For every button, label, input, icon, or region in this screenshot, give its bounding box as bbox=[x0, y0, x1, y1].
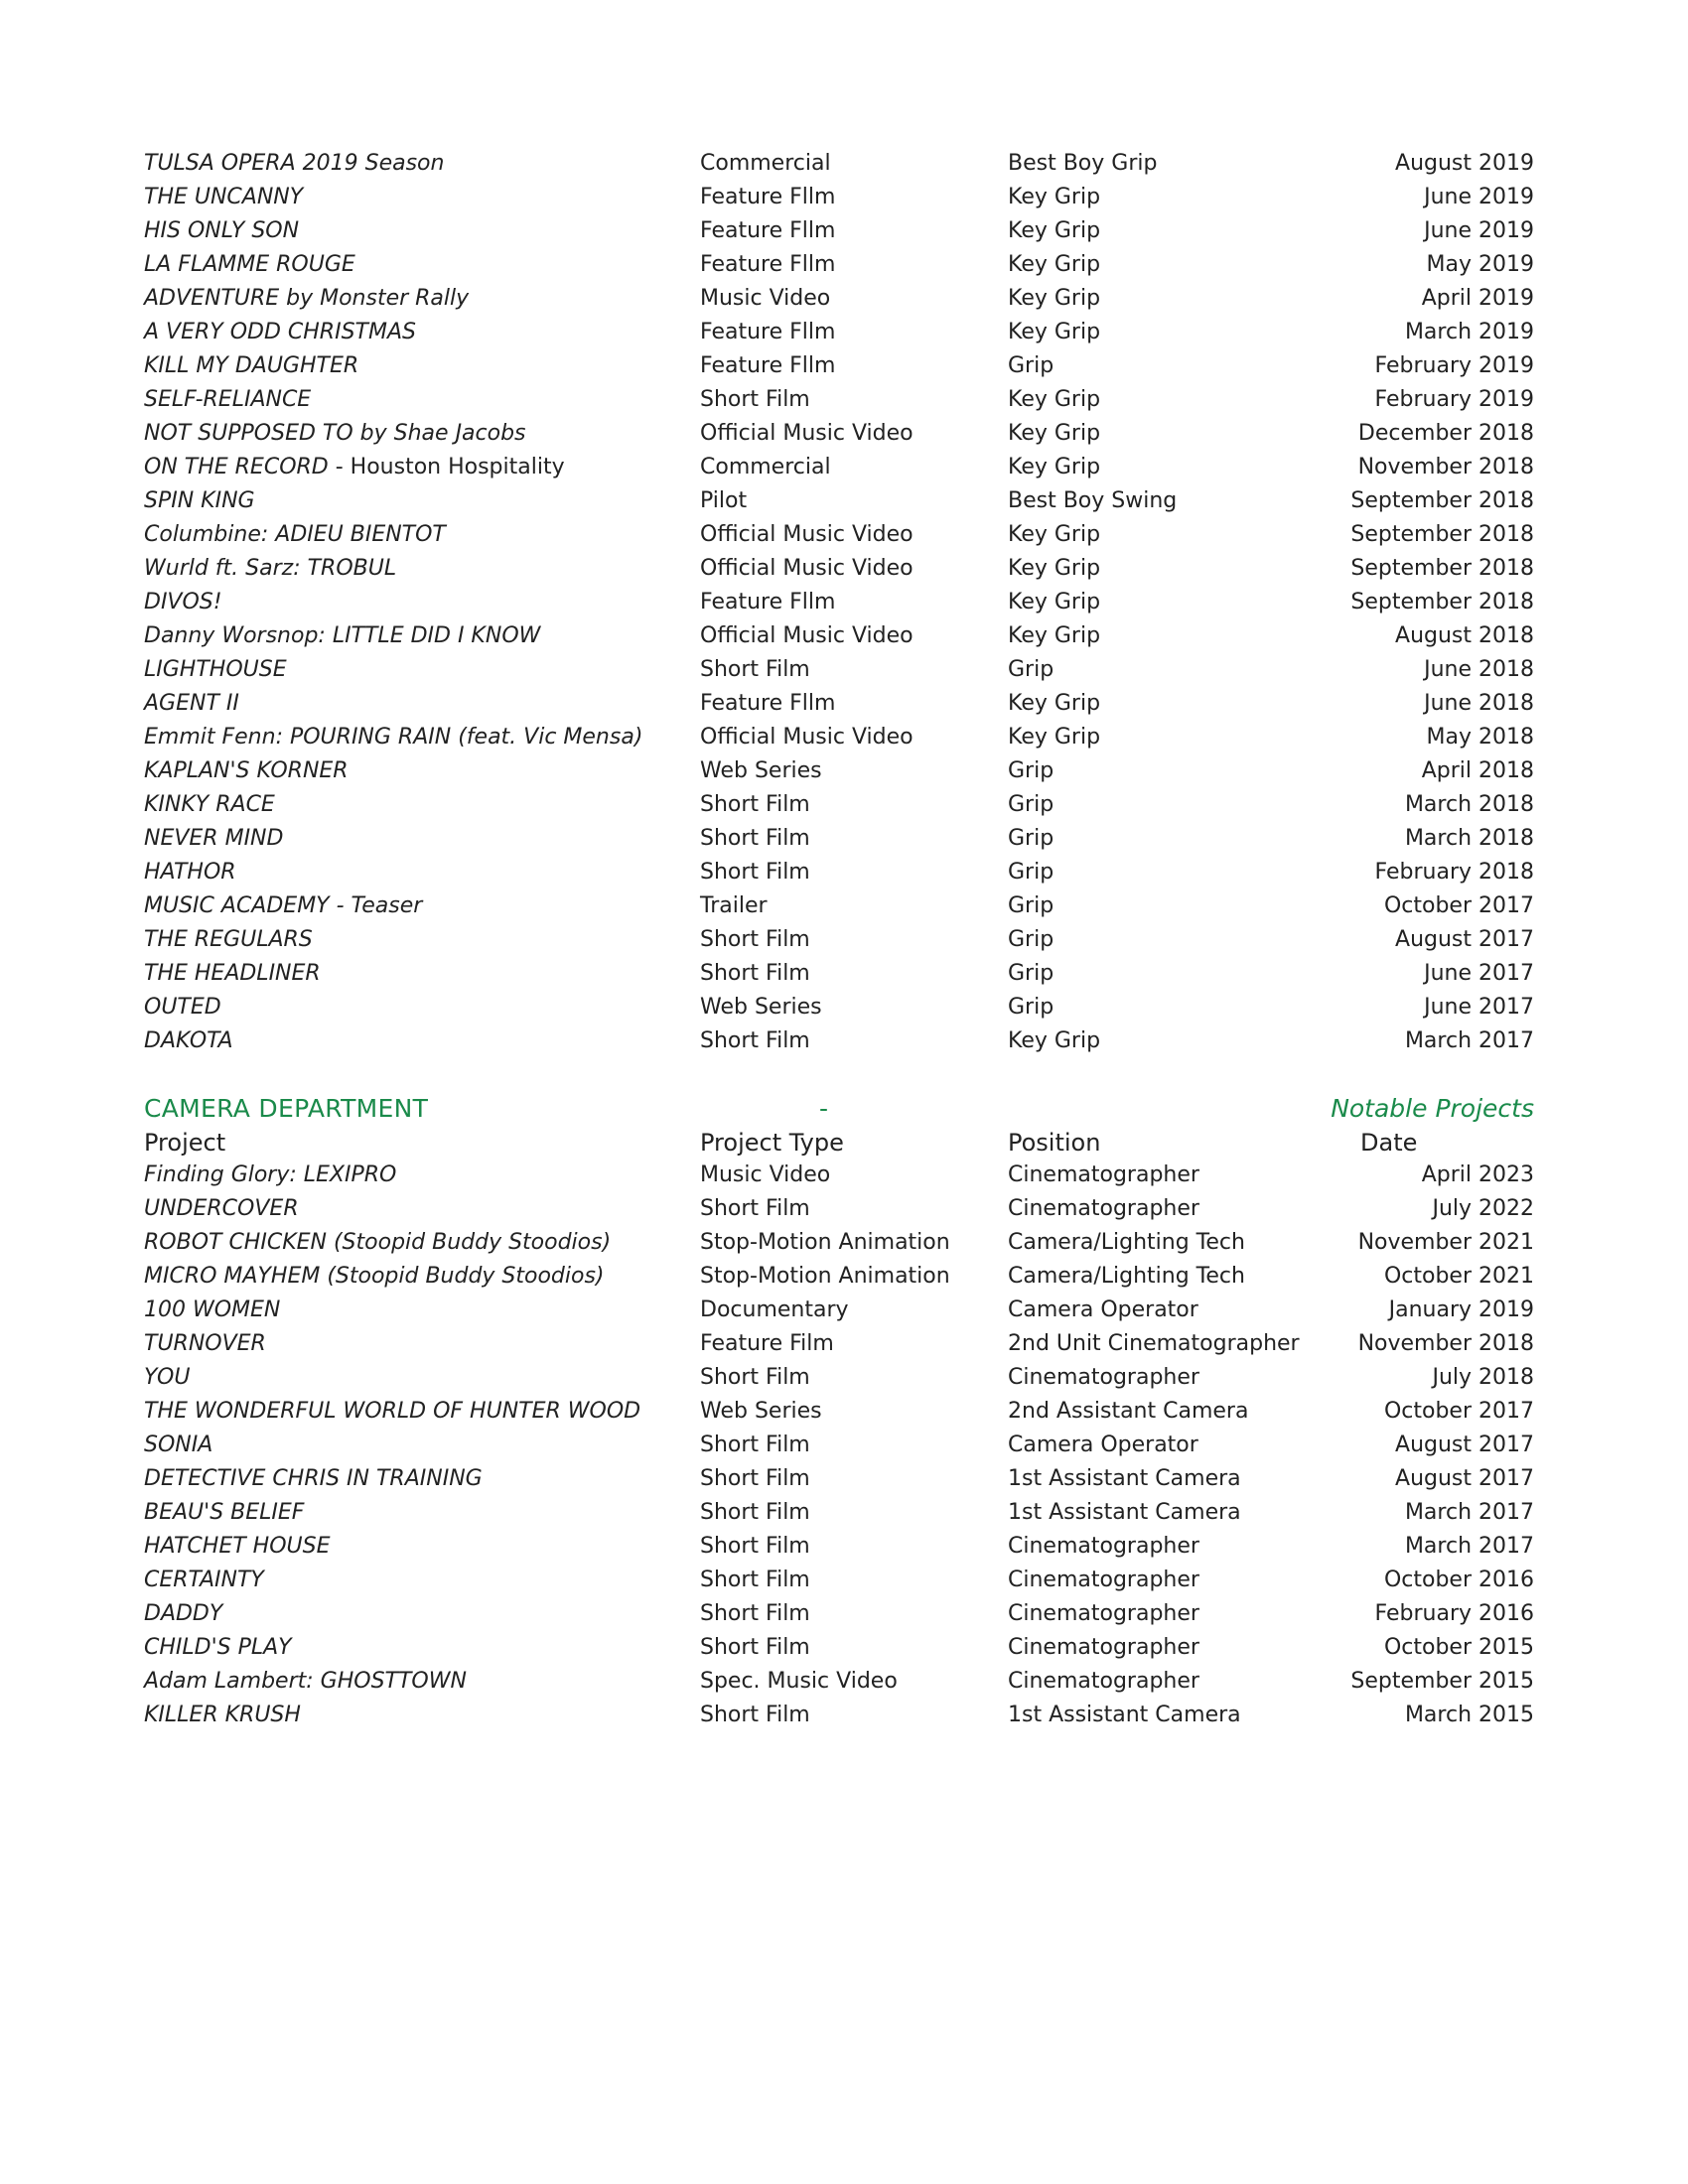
project-title-text: A VERY ODD CHRISTMAS bbox=[144, 320, 416, 344]
project-title bbox=[144, 1699, 690, 1732]
project-title bbox=[144, 653, 690, 687]
project-title-text: Emmit Fenn: POURING RAIN (feat. Vic Mensa) bbox=[144, 725, 643, 750]
table-row bbox=[144, 1327, 1534, 1361]
project-title-text: MICRO MAYHEM (Stoopid Buddy Stoodios) bbox=[144, 1264, 605, 1289]
position: Grip bbox=[1008, 961, 1055, 986]
project-title bbox=[144, 991, 690, 1024]
date: March 2017 bbox=[1404, 1500, 1534, 1525]
project-title bbox=[144, 1462, 690, 1496]
table-row bbox=[144, 518, 1534, 552]
project-title-text: OUTED bbox=[144, 995, 221, 1020]
project-title bbox=[144, 1597, 690, 1631]
project-type: Music Video bbox=[700, 1162, 831, 1187]
project-title bbox=[144, 1631, 690, 1665]
date: February 2019 bbox=[1374, 353, 1534, 378]
project-subtitle-text: - Houston Hospitality bbox=[328, 455, 565, 479]
position: Key Grip bbox=[1008, 590, 1101, 614]
project-type: Feature Fllm bbox=[700, 590, 836, 614]
date: September 2018 bbox=[1350, 556, 1534, 581]
position: Best Boy Grip bbox=[1008, 151, 1158, 176]
project-type: Feature Fllm bbox=[700, 353, 836, 378]
project-title-text: KINKY RACE bbox=[144, 792, 275, 817]
project-type: Web Series bbox=[700, 995, 822, 1020]
date: July 2022 bbox=[1432, 1196, 1534, 1221]
table-row bbox=[144, 383, 1534, 417]
project-title-text: HIS ONLY SON bbox=[144, 218, 300, 243]
table-row bbox=[144, 1395, 1534, 1429]
position: Cinematographer bbox=[1008, 1162, 1199, 1187]
project-title bbox=[144, 889, 690, 923]
table-row bbox=[144, 1361, 1534, 1395]
table-row bbox=[144, 1024, 1534, 1058]
table-row bbox=[144, 316, 1534, 349]
project-title bbox=[144, 484, 690, 518]
project-type: Stop-Motion Animation bbox=[700, 1230, 950, 1255]
date: February 2019 bbox=[1374, 387, 1534, 412]
project-title-text: ROBOT CHICKEN (Stoopid Buddy Stoodios) bbox=[144, 1230, 612, 1255]
table-row bbox=[144, 181, 1534, 214]
position: Camera Operator bbox=[1008, 1433, 1198, 1457]
project-title bbox=[144, 383, 690, 417]
project-title-text: Columbine: ADIEU BIENTOT bbox=[144, 522, 446, 547]
position: Grip bbox=[1008, 657, 1055, 682]
project-title bbox=[144, 1260, 690, 1294]
project-type: Web Series bbox=[700, 1399, 822, 1424]
project-type: Trailer bbox=[700, 893, 768, 918]
position: Grip bbox=[1008, 860, 1055, 885]
table-row bbox=[144, 822, 1534, 856]
project-type: Feature Fllm bbox=[700, 691, 836, 716]
project-title bbox=[144, 586, 690, 619]
project-title bbox=[144, 451, 690, 484]
table-row bbox=[144, 1260, 1534, 1294]
project-title-text: SONIA bbox=[144, 1433, 213, 1457]
project-title bbox=[144, 1159, 690, 1192]
project-title-text: HATHOR bbox=[144, 860, 236, 885]
camera-credits-table bbox=[144, 1159, 1534, 1732]
project-type: Short Film bbox=[700, 792, 810, 817]
project-title bbox=[144, 349, 690, 383]
project-title bbox=[144, 1564, 690, 1597]
table-row bbox=[144, 1226, 1534, 1260]
project-type: Short Film bbox=[700, 961, 810, 986]
project-type: Short Film bbox=[700, 1568, 810, 1592]
project-title bbox=[144, 282, 690, 316]
position: Cinematographer bbox=[1008, 1635, 1199, 1660]
project-title bbox=[144, 1665, 690, 1699]
date: August 2017 bbox=[1395, 1433, 1534, 1457]
table-row bbox=[144, 1530, 1534, 1564]
project-type: Commercial bbox=[700, 151, 831, 176]
project-type: Short Film bbox=[700, 1028, 810, 1053]
position: Grip bbox=[1008, 758, 1055, 783]
project-title-text: KILLER KRUSH bbox=[144, 1703, 301, 1727]
date: May 2018 bbox=[1426, 725, 1534, 750]
project-type: Official Music Video bbox=[700, 623, 914, 648]
project-title bbox=[144, 214, 690, 248]
date: November 2021 bbox=[1357, 1230, 1534, 1255]
table-row bbox=[144, 1192, 1534, 1226]
header-date: Date bbox=[1360, 1129, 1418, 1157]
date: September 2018 bbox=[1350, 522, 1534, 547]
date: October 2015 bbox=[1383, 1635, 1534, 1660]
project-type: Short Film bbox=[700, 1601, 810, 1626]
project-type: Short Film bbox=[700, 387, 810, 412]
position: Grip bbox=[1008, 826, 1055, 851]
project-title-text: THE WONDERFUL WORLD OF HUNTER WOOD bbox=[144, 1399, 641, 1424]
table-row bbox=[144, 619, 1534, 653]
project-type: Stop-Motion Animation bbox=[700, 1264, 950, 1289]
project-type: Feature Film bbox=[700, 1331, 834, 1356]
date: February 2018 bbox=[1374, 860, 1534, 885]
position: Best Boy Swing bbox=[1008, 488, 1178, 513]
header-project-type: Project Type bbox=[700, 1129, 844, 1157]
date: January 2019 bbox=[1388, 1297, 1534, 1322]
table-row bbox=[144, 788, 1534, 822]
position: Key Grip bbox=[1008, 725, 1101, 750]
project-title bbox=[144, 1429, 690, 1462]
project-title-text: THE REGULARS bbox=[144, 927, 313, 952]
project-title-text: DIVOS! bbox=[144, 590, 222, 614]
table-row bbox=[144, 214, 1534, 248]
date: November 2018 bbox=[1357, 1331, 1534, 1356]
project-type: Official Music Video bbox=[700, 522, 914, 547]
position: Cinematographer bbox=[1008, 1669, 1199, 1694]
date: April 2023 bbox=[1421, 1162, 1534, 1187]
date: March 2018 bbox=[1404, 826, 1534, 851]
header-project: Project bbox=[144, 1129, 226, 1157]
project-title-text: HATCHET HOUSE bbox=[144, 1534, 331, 1559]
table-row bbox=[144, 653, 1534, 687]
project-type: Commercial bbox=[700, 455, 831, 479]
project-title-text: LIGHTHOUSE bbox=[144, 657, 287, 682]
date: September 2018 bbox=[1350, 590, 1534, 614]
date: June 2017 bbox=[1424, 995, 1534, 1020]
position: Grip bbox=[1008, 353, 1055, 378]
project-title-text: DADDY bbox=[144, 1601, 223, 1626]
project-title bbox=[144, 856, 690, 889]
position: 1st Assistant Camera bbox=[1008, 1703, 1241, 1727]
position: Camera Operator bbox=[1008, 1297, 1198, 1322]
project-title bbox=[144, 316, 690, 349]
table-row bbox=[144, 248, 1534, 282]
date: August 2019 bbox=[1395, 151, 1534, 176]
project-type: Spec. Music Video bbox=[700, 1669, 898, 1694]
project-title-text: 100 WOMEN bbox=[144, 1297, 281, 1322]
project-title bbox=[144, 754, 690, 788]
project-type: Feature Fllm bbox=[700, 320, 836, 344]
project-type: Short Film bbox=[700, 657, 810, 682]
position: Key Grip bbox=[1008, 691, 1101, 716]
project-title bbox=[144, 1496, 690, 1530]
project-title-text: UNDERCOVER bbox=[144, 1196, 299, 1221]
position: 1st Assistant Camera bbox=[1008, 1500, 1241, 1525]
position: Key Grip bbox=[1008, 218, 1101, 243]
table-row bbox=[144, 1294, 1534, 1327]
project-title-text: DAKOTA bbox=[144, 1028, 233, 1053]
project-title bbox=[144, 417, 690, 451]
date: July 2018 bbox=[1432, 1365, 1534, 1390]
position: Cinematographer bbox=[1008, 1196, 1199, 1221]
project-title bbox=[144, 822, 690, 856]
project-type: Official Music Video bbox=[700, 421, 914, 446]
table-row bbox=[144, 349, 1534, 383]
table-row bbox=[144, 856, 1534, 889]
date: March 2019 bbox=[1404, 320, 1534, 344]
date: April 2018 bbox=[1421, 758, 1534, 783]
project-title-text: TURNOVER bbox=[144, 1331, 266, 1356]
date: August 2017 bbox=[1395, 927, 1534, 952]
project-title-text: Finding Glory: LEXIPRO bbox=[144, 1162, 397, 1187]
project-type: Pilot bbox=[700, 488, 748, 513]
table-row bbox=[144, 1665, 1534, 1699]
section-subtitle: Notable Projects bbox=[1331, 1094, 1534, 1123]
project-type: Short Film bbox=[700, 1365, 810, 1390]
project-title bbox=[144, 788, 690, 822]
project-title-text: MUSIC ACADEMY - Teaser bbox=[144, 893, 423, 918]
date: February 2016 bbox=[1374, 1601, 1534, 1626]
project-title bbox=[144, 619, 690, 653]
position: Key Grip bbox=[1008, 556, 1101, 581]
table-row bbox=[144, 889, 1534, 923]
project-title bbox=[144, 687, 690, 721]
project-title-text: NOT SUPPOSED TO by Shae Jacobs bbox=[144, 421, 526, 446]
table-row bbox=[144, 687, 1534, 721]
camera-department-header bbox=[144, 1091, 1534, 1127]
position: Key Grip bbox=[1008, 421, 1101, 446]
table-row bbox=[144, 1429, 1534, 1462]
position: Cinematographer bbox=[1008, 1568, 1199, 1592]
camera-column-headers bbox=[144, 1125, 1534, 1160]
project-title-text: THE UNCANNY bbox=[144, 185, 304, 209]
table-row bbox=[144, 282, 1534, 316]
project-title-text: THE HEADLINER bbox=[144, 961, 321, 986]
table-row bbox=[144, 1699, 1534, 1732]
position: Cinematographer bbox=[1008, 1601, 1199, 1626]
project-type: Short Film bbox=[700, 826, 810, 851]
date: September 2015 bbox=[1350, 1669, 1534, 1694]
project-title-text: NEVER MIND bbox=[144, 826, 284, 851]
table-row bbox=[144, 1564, 1534, 1597]
date: June 2019 bbox=[1424, 185, 1534, 209]
project-type: Short Film bbox=[700, 927, 810, 952]
project-type: Short Film bbox=[700, 1433, 810, 1457]
date: October 2017 bbox=[1383, 1399, 1534, 1424]
date: November 2018 bbox=[1357, 455, 1534, 479]
table-row bbox=[144, 721, 1534, 754]
position: 1st Assistant Camera bbox=[1008, 1466, 1241, 1491]
date: October 2017 bbox=[1383, 893, 1534, 918]
project-title bbox=[144, 147, 690, 181]
project-type: Web Series bbox=[700, 758, 822, 783]
date: December 2018 bbox=[1357, 421, 1534, 446]
project-title-text: KAPLAN'S KORNER bbox=[144, 758, 349, 783]
project-title bbox=[144, 518, 690, 552]
position: 2nd Assistant Camera bbox=[1008, 1399, 1249, 1424]
project-title-text: AGENT II bbox=[144, 691, 239, 716]
project-type: Feature Fllm bbox=[700, 218, 836, 243]
date: March 2018 bbox=[1404, 792, 1534, 817]
project-type: Short Film bbox=[700, 1466, 810, 1491]
table-row bbox=[144, 1631, 1534, 1665]
project-title-text: BEAU'S BELIEF bbox=[144, 1500, 305, 1525]
date: May 2019 bbox=[1426, 252, 1534, 277]
position: Key Grip bbox=[1008, 286, 1101, 311]
project-type: Official Music Video bbox=[700, 725, 914, 750]
project-title-text: Adam Lambert: GHOSTTOWN bbox=[144, 1669, 467, 1694]
date: October 2016 bbox=[1383, 1568, 1534, 1592]
date: June 2018 bbox=[1424, 657, 1534, 682]
position: Grip bbox=[1008, 792, 1055, 817]
position: Key Grip bbox=[1008, 623, 1101, 648]
project-title bbox=[144, 1294, 690, 1327]
position: Key Grip bbox=[1008, 387, 1101, 412]
project-title bbox=[144, 552, 690, 586]
project-title-text: Danny Worsnop: LITTLE DID I KNOW bbox=[144, 623, 541, 648]
project-title-text: SPIN KING bbox=[144, 488, 255, 513]
position: Cinematographer bbox=[1008, 1365, 1199, 1390]
project-type: Short Film bbox=[700, 1635, 810, 1660]
position: Key Grip bbox=[1008, 185, 1101, 209]
table-row bbox=[144, 586, 1534, 619]
position: 2nd Unit Cinematographer bbox=[1008, 1331, 1300, 1356]
project-type: Short Film bbox=[700, 860, 810, 885]
project-title-text: DETECTIVE CHRIS IN TRAINING bbox=[144, 1466, 483, 1491]
date: October 2021 bbox=[1383, 1264, 1534, 1289]
header-position: Position bbox=[1008, 1129, 1101, 1157]
position: Cinematographer bbox=[1008, 1534, 1199, 1559]
project-type: Short Film bbox=[700, 1500, 810, 1525]
project-title bbox=[144, 1024, 690, 1058]
date: March 2015 bbox=[1404, 1703, 1534, 1727]
date: June 2018 bbox=[1424, 691, 1534, 716]
table-row bbox=[144, 1597, 1534, 1631]
position: Camera/Lighting Tech bbox=[1008, 1230, 1245, 1255]
position: Grip bbox=[1008, 893, 1055, 918]
date: August 2017 bbox=[1395, 1466, 1534, 1491]
project-type: Feature Fllm bbox=[700, 252, 836, 277]
date: June 2019 bbox=[1424, 218, 1534, 243]
position: Key Grip bbox=[1008, 455, 1101, 479]
position: Key Grip bbox=[1008, 522, 1101, 547]
table-row bbox=[144, 552, 1534, 586]
grip-credits-table bbox=[144, 147, 1534, 1058]
project-title bbox=[144, 1327, 690, 1361]
section-separator: - bbox=[819, 1094, 829, 1123]
table-row bbox=[144, 484, 1534, 518]
project-title bbox=[144, 1226, 690, 1260]
position: Key Grip bbox=[1008, 252, 1101, 277]
project-title-text: Wurld ft. Sarz: TROBUL bbox=[144, 556, 397, 581]
project-type: Short Film bbox=[700, 1534, 810, 1559]
project-type: Music Video bbox=[700, 286, 831, 311]
project-title-text: ON THE RECORD bbox=[144, 455, 329, 479]
position: Grip bbox=[1008, 927, 1055, 952]
table-row bbox=[144, 923, 1534, 957]
date: April 2019 bbox=[1421, 286, 1534, 311]
table-row bbox=[144, 1159, 1534, 1192]
project-type: Official Music Video bbox=[700, 556, 914, 581]
project-title-text: YOU bbox=[144, 1365, 191, 1390]
position: Key Grip bbox=[1008, 320, 1101, 344]
table-row bbox=[144, 147, 1534, 181]
project-title-text: CERTAINTY bbox=[144, 1568, 264, 1592]
date: March 2017 bbox=[1404, 1534, 1534, 1559]
project-title bbox=[144, 1395, 690, 1429]
project-title-text: KILL MY DAUGHTER bbox=[144, 353, 359, 378]
project-type: Short Film bbox=[700, 1703, 810, 1727]
position: Key Grip bbox=[1008, 1028, 1101, 1053]
project-title bbox=[144, 181, 690, 214]
date: June 2017 bbox=[1424, 961, 1534, 986]
project-title bbox=[144, 1192, 690, 1226]
position: Camera/Lighting Tech bbox=[1008, 1264, 1245, 1289]
table-row bbox=[144, 957, 1534, 991]
section-title: CAMERA DEPARTMENT bbox=[144, 1094, 429, 1123]
table-row bbox=[144, 417, 1534, 451]
project-title-text: CHILD'S PLAY bbox=[144, 1635, 292, 1660]
table-row bbox=[144, 1496, 1534, 1530]
project-title bbox=[144, 721, 690, 754]
project-title-text: ADVENTURE by Monster Rally bbox=[144, 286, 470, 311]
table-row bbox=[144, 754, 1534, 788]
date: September 2018 bbox=[1350, 488, 1534, 513]
project-type: Short Film bbox=[700, 1196, 810, 1221]
position: Grip bbox=[1008, 995, 1055, 1020]
date: August 2018 bbox=[1395, 623, 1534, 648]
project-title-text: TULSA OPERA 2019 Season bbox=[144, 151, 445, 176]
project-title bbox=[144, 957, 690, 991]
project-title-text: SELF-RELIANCE bbox=[144, 387, 312, 412]
project-title bbox=[144, 1361, 690, 1395]
table-row bbox=[144, 1462, 1534, 1496]
table-row bbox=[144, 451, 1534, 484]
project-title bbox=[144, 923, 690, 957]
date: March 2017 bbox=[1404, 1028, 1534, 1053]
project-title bbox=[144, 1530, 690, 1564]
project-type: Feature Fllm bbox=[700, 185, 836, 209]
project-title-text: LA FLAMME ROUGE bbox=[144, 252, 355, 277]
table-row bbox=[144, 991, 1534, 1024]
project-type: Documentary bbox=[700, 1297, 849, 1322]
project-title bbox=[144, 248, 690, 282]
